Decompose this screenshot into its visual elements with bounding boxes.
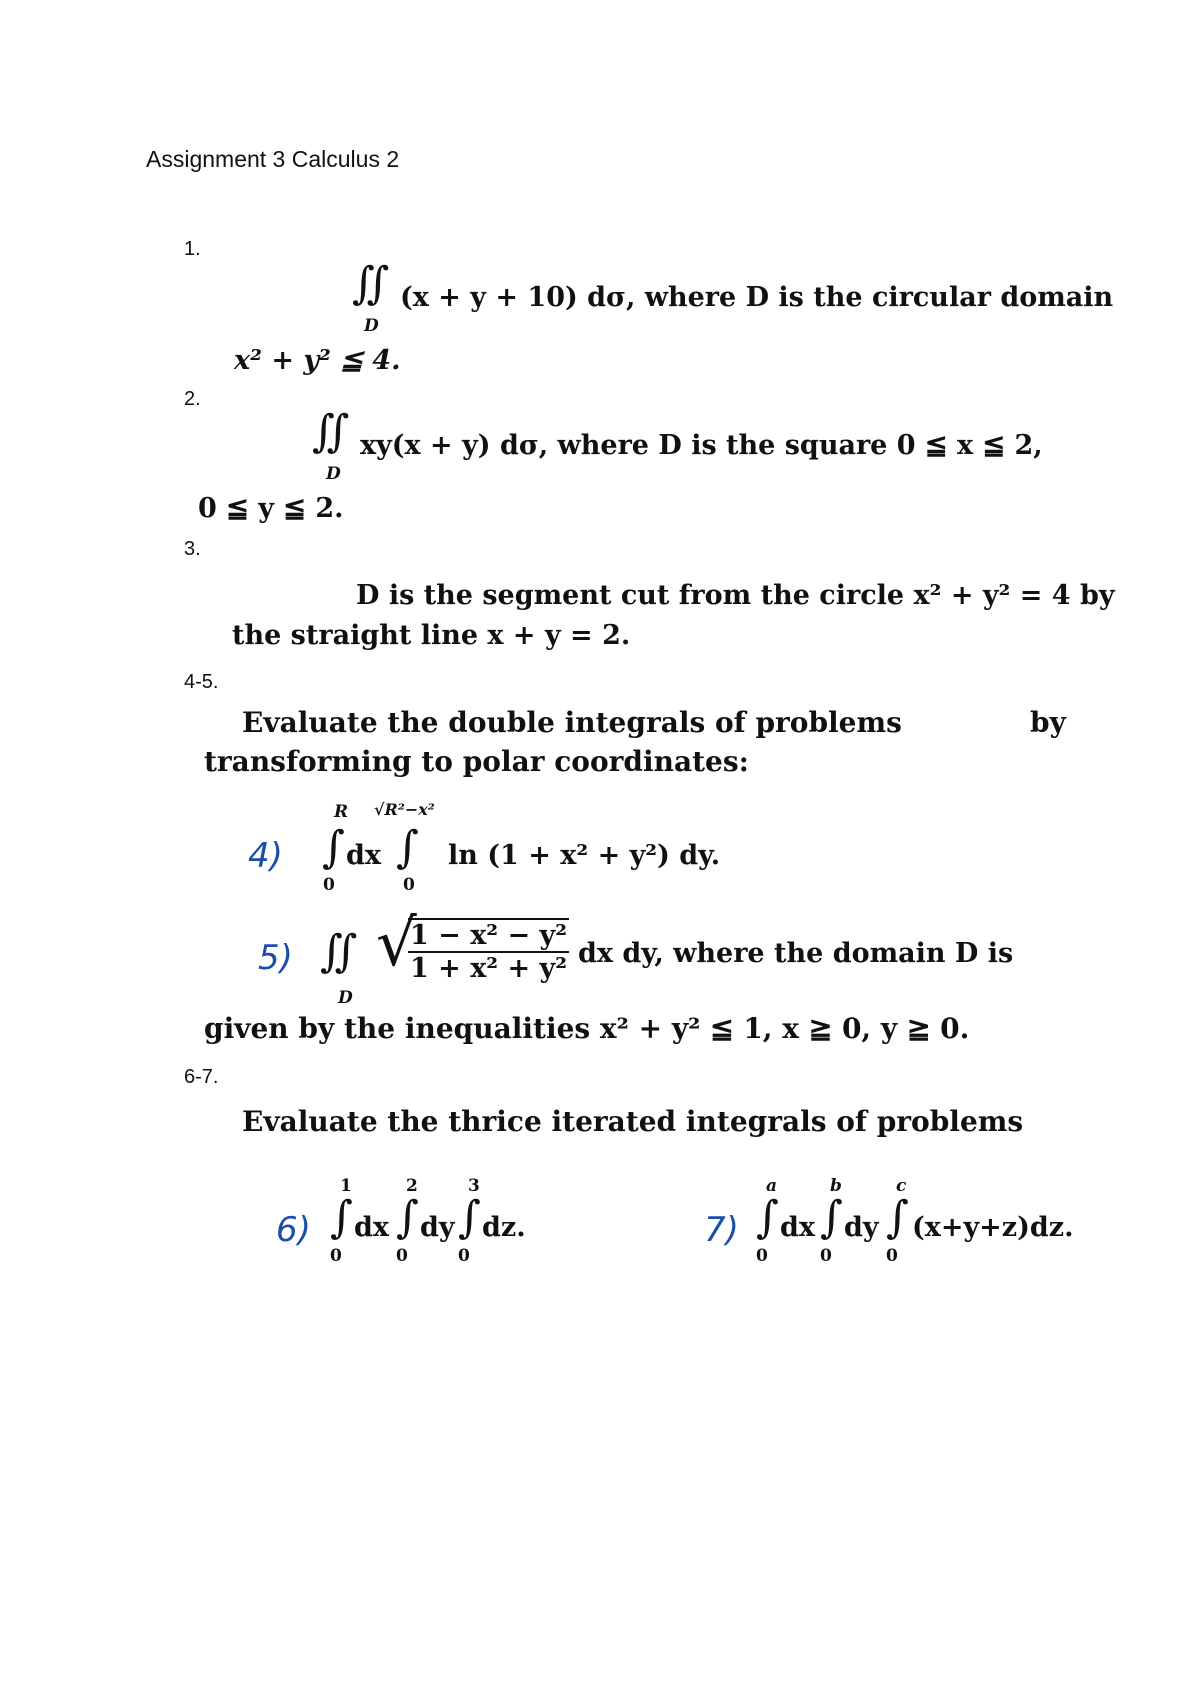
problem-45-intro-line1: Evaluate the double integrals of problems xyxy=(242,706,902,739)
problem-2-number: 2. xyxy=(184,388,201,410)
integral-sign: ∫ xyxy=(756,1192,779,1243)
region-subscript: D xyxy=(364,316,379,336)
integral-sign: ∫ xyxy=(330,1192,353,1243)
upper-limit: c xyxy=(896,1176,907,1196)
integral-sign: ∫ xyxy=(396,822,419,873)
lower-limit: 0 xyxy=(756,1246,768,1266)
problem-3-line1: D is the segment cut from the circle x² + y² = 4 by xyxy=(356,580,1115,611)
lower-limit: 0 xyxy=(330,1246,342,1266)
problem-1-integrand: (x + y + 10) dσ, where D is the circular domain xyxy=(400,282,1114,313)
problem-5-label: 5) xyxy=(258,938,293,978)
integral-sign: ∫ xyxy=(820,1192,843,1243)
integral-sign: ∫ xyxy=(886,1192,909,1243)
upper-limit: a xyxy=(766,1176,778,1196)
lower-limit: 0 xyxy=(820,1246,832,1266)
region-subscript: D xyxy=(326,464,341,484)
problem-3-number: 3. xyxy=(184,538,201,560)
problem-2-integrand: xy(x + y) dσ, where D is the square 0 ≦ x ≦ 2, xyxy=(360,430,1043,461)
fraction-numerator: 1 − x² − y² xyxy=(408,920,569,953)
sqrt-fraction xyxy=(408,918,569,984)
integrand-term: (x+y+z)dz. xyxy=(912,1212,1074,1243)
problem-5-domain: given by the inequalities x² + y² ≦ 1, x ≧ 0, y ≧ 0. xyxy=(204,1012,970,1045)
problem-1-number: 1. xyxy=(184,238,201,260)
upper-limit-root: √R²−x² xyxy=(374,800,435,819)
double-integral-sign: ∬ xyxy=(352,258,390,309)
double-integral-sign: ∬ xyxy=(312,406,350,457)
dx-term: dx xyxy=(780,1212,815,1243)
problem-7-label: 7) xyxy=(704,1210,739,1250)
lower-limit: 0 xyxy=(323,875,335,895)
dy-term: dy xyxy=(420,1212,455,1243)
lower-limit: 0 xyxy=(886,1246,898,1266)
double-integral-sign: ∬ xyxy=(320,926,358,977)
lower-limit: 0 xyxy=(396,1246,408,1266)
problem-1-domain: x² + y² ≦ 4. xyxy=(234,345,401,376)
upper-limit: 1 xyxy=(340,1176,352,1196)
upper-limit: 2 xyxy=(406,1176,418,1196)
problem-3-line2: the straight line x + y = 2. xyxy=(232,620,631,651)
fraction-denominator: 1 + x² + y² xyxy=(410,953,568,985)
dx-term: dx xyxy=(354,1212,389,1243)
problem-67-number: 6-7. xyxy=(184,1066,219,1088)
problem-5-rest: dx dy, where the domain D is xyxy=(578,938,1014,969)
upper-limit: b xyxy=(830,1176,842,1196)
dz-term: dz. xyxy=(482,1212,526,1243)
dx-term: dx xyxy=(346,840,381,871)
integral-sign: ∫ xyxy=(396,1192,419,1243)
integral-sign: ∫ xyxy=(458,1192,481,1243)
integral-sign: ∫ xyxy=(322,822,345,873)
problem-67-intro: Evaluate the thrice iterated integrals of problems xyxy=(242,1105,1024,1138)
region-subscript: D xyxy=(338,988,353,1008)
upper-limit: R xyxy=(334,802,349,822)
problem-45-number: 4-5. xyxy=(184,671,219,693)
lower-limit: 0 xyxy=(403,875,415,895)
problem-45-intro-by: by xyxy=(1030,706,1066,739)
lower-limit: 0 xyxy=(458,1246,470,1266)
problem-4-integrand: ln (1 + x² + y²) dy. xyxy=(448,840,721,871)
dy-term: dy xyxy=(844,1212,879,1243)
problem-4-label: 4) xyxy=(248,836,283,876)
problem-2-domain: 0 ≦ y ≦ 2. xyxy=(198,493,344,524)
problem-45-intro-line2: transforming to polar coordinates: xyxy=(204,745,749,778)
page-title: Assignment 3 Calculus 2 xyxy=(146,146,400,172)
sqrt-sign: √ xyxy=(376,907,417,981)
upper-limit: 3 xyxy=(468,1176,480,1196)
problem-6-label: 6) xyxy=(276,1210,311,1250)
